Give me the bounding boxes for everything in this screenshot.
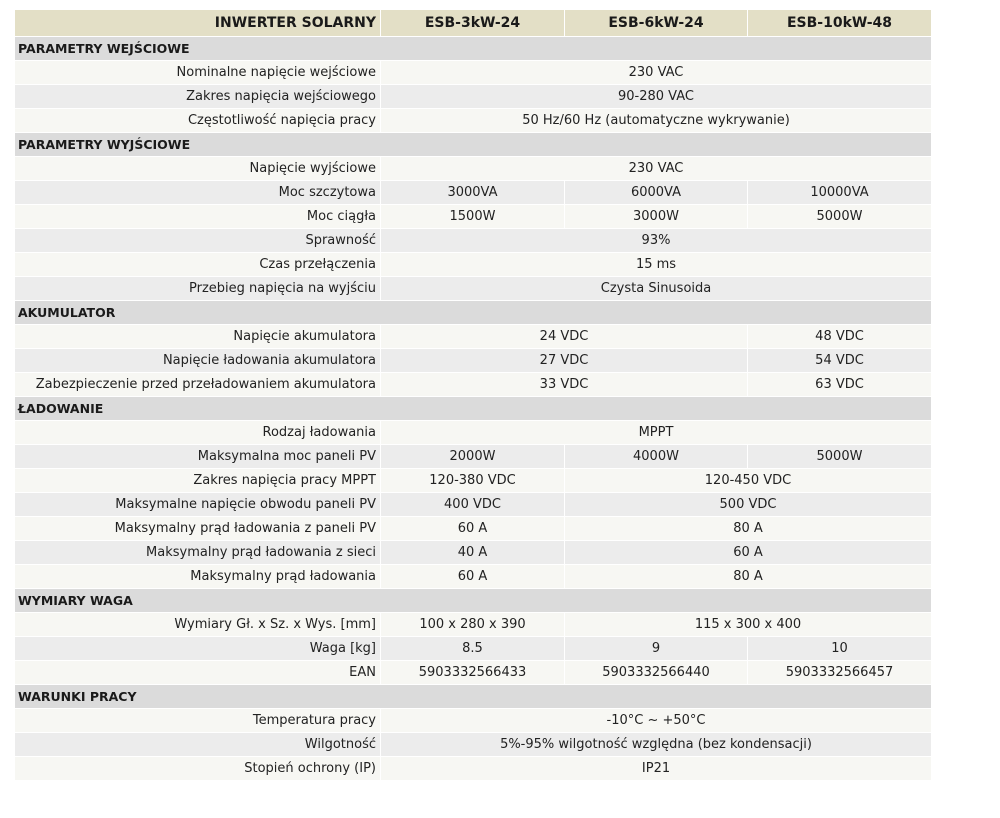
value-cell: 5903332566457 (748, 661, 932, 685)
value-cell: 500 VDC (565, 493, 932, 517)
value-cell: 5903332566440 (565, 661, 748, 685)
value-cell: 80 A (565, 565, 932, 589)
section-header-row (15, 133, 932, 157)
row-label: EAN (15, 661, 381, 685)
value-cell: 50 Hz/60 Hz (automatyczne wykrywanie) (381, 109, 932, 133)
section-header-row (15, 37, 932, 61)
value-cell: 2000W (381, 445, 565, 469)
section-header-row (15, 685, 932, 709)
table-row (15, 709, 932, 733)
table-row (15, 445, 932, 469)
value-cell: 3000VA (381, 181, 565, 205)
value-cell: 400 VDC (381, 493, 565, 517)
table-row (15, 517, 932, 541)
row-label: Temperatura pracy (15, 709, 381, 733)
table-row (15, 61, 932, 85)
value-cell: 15 ms (381, 253, 932, 277)
value-cell: 115 x 300 x 400 (565, 613, 932, 637)
value-cell: 60 A (381, 565, 565, 589)
row-label: Zabezpieczenie przed przeładowaniem akumulatora (15, 373, 381, 397)
table-row (15, 277, 932, 301)
row-label: Stopień ochrony (IP) (15, 757, 381, 781)
value-cell: 4000W (565, 445, 748, 469)
row-label: Czas przełączenia (15, 253, 381, 277)
section-header-row (15, 397, 932, 421)
table-row (15, 613, 932, 637)
table-row (15, 493, 932, 517)
section-header-row (15, 301, 932, 325)
table-row (15, 253, 932, 277)
section-header-row (15, 589, 932, 613)
row-label: Nominalne napięcie wejściowe (15, 61, 381, 85)
value-cell: 120-450 VDC (565, 469, 932, 493)
table-row (15, 109, 932, 133)
section-title: PARAMETRY WYJŚCIOWE (15, 133, 932, 157)
row-label: Moc szczytowa (15, 181, 381, 205)
table-row (15, 733, 932, 757)
row-label: Maksymalna moc paneli PV (15, 445, 381, 469)
model-header: ESB-10kW-48 (748, 10, 932, 37)
value-cell: 60 A (565, 541, 932, 565)
row-label: Napięcie ładowania akumulatora (15, 349, 381, 373)
table-row (15, 757, 932, 781)
row-label: Zakres napięcia pracy MPPT (15, 469, 381, 493)
row-label: Maksymalny prąd ładowania (15, 565, 381, 589)
value-cell: 10000VA (748, 181, 932, 205)
value-cell: 27 VDC (381, 349, 748, 373)
table-row (15, 229, 932, 253)
value-cell: 33 VDC (381, 373, 748, 397)
value-cell: Czysta Sinusoida (381, 277, 932, 301)
header-row (15, 10, 932, 37)
section-title: PARAMETRY WEJŚCIOWE (15, 37, 932, 61)
value-cell: 9 (565, 637, 748, 661)
section-title: AKUMULATOR (15, 301, 932, 325)
value-cell: 1500W (381, 205, 565, 229)
table-row (15, 661, 932, 685)
table-row (15, 565, 932, 589)
value-cell: 8.5 (381, 637, 565, 661)
table-title: INWERTER SOLARNY (15, 10, 381, 37)
row-label: Sprawność (15, 229, 381, 253)
value-cell: 5%-95% wilgotność względna (bez kondensacji) (381, 733, 932, 757)
row-label: Wilgotność (15, 733, 381, 757)
spec-table (14, 9, 932, 781)
row-label: Maksymalny prąd ładowania z sieci (15, 541, 381, 565)
value-cell: 80 A (565, 517, 932, 541)
table-row (15, 157, 932, 181)
value-cell: 3000W (565, 205, 748, 229)
value-cell: -10°C ~ +50°C (381, 709, 932, 733)
model-header: ESB-6kW-24 (565, 10, 748, 37)
table-row (15, 421, 932, 445)
row-label: Częstotliwość napięcia pracy (15, 109, 381, 133)
row-label: Maksymalne napięcie obwodu paneli PV (15, 493, 381, 517)
value-cell: 5000W (748, 445, 932, 469)
section-title: WARUNKI PRACY (15, 685, 932, 709)
table-row (15, 325, 932, 349)
value-cell: 230 VAC (381, 61, 932, 85)
value-cell: MPPT (381, 421, 932, 445)
table-row (15, 373, 932, 397)
value-cell: IP21 (381, 757, 932, 781)
row-label: Napięcie akumulatora (15, 325, 381, 349)
section-title: ŁADOWANIE (15, 397, 932, 421)
value-cell: 48 VDC (748, 325, 932, 349)
row-label: Wymiary Gł. x Sz. x Wys. [mm] (15, 613, 381, 637)
value-cell: 63 VDC (748, 373, 932, 397)
value-cell: 120-380 VDC (381, 469, 565, 493)
row-label: Maksymalny prąd ładowania z paneli PV (15, 517, 381, 541)
table-row (15, 541, 932, 565)
table-row (15, 205, 932, 229)
value-cell: 10 (748, 637, 932, 661)
row-label: Rodzaj ładowania (15, 421, 381, 445)
spec-body (15, 37, 932, 781)
table-row (15, 85, 932, 109)
value-cell: 5000W (748, 205, 932, 229)
row-label: Moc ciągła (15, 205, 381, 229)
table-row (15, 349, 932, 373)
model-header: ESB-3kW-24 (381, 10, 565, 37)
table-row (15, 637, 932, 661)
value-cell: 40 A (381, 541, 565, 565)
value-cell: 93% (381, 229, 932, 253)
table-row (15, 469, 932, 493)
value-cell: 6000VA (565, 181, 748, 205)
value-cell: 60 A (381, 517, 565, 541)
value-cell: 230 VAC (381, 157, 932, 181)
value-cell: 90-280 VAC (381, 85, 932, 109)
row-label: Waga [kg] (15, 637, 381, 661)
value-cell: 24 VDC (381, 325, 748, 349)
value-cell: 100 x 280 x 390 (381, 613, 565, 637)
section-title: WYMIARY WAGA (15, 589, 932, 613)
value-cell: 54 VDC (748, 349, 932, 373)
table-row (15, 181, 932, 205)
row-label: Przebieg napięcia na wyjściu (15, 277, 381, 301)
value-cell: 5903332566433 (381, 661, 565, 685)
row-label: Zakres napięcia wejściowego (15, 85, 381, 109)
row-label: Napięcie wyjściowe (15, 157, 381, 181)
